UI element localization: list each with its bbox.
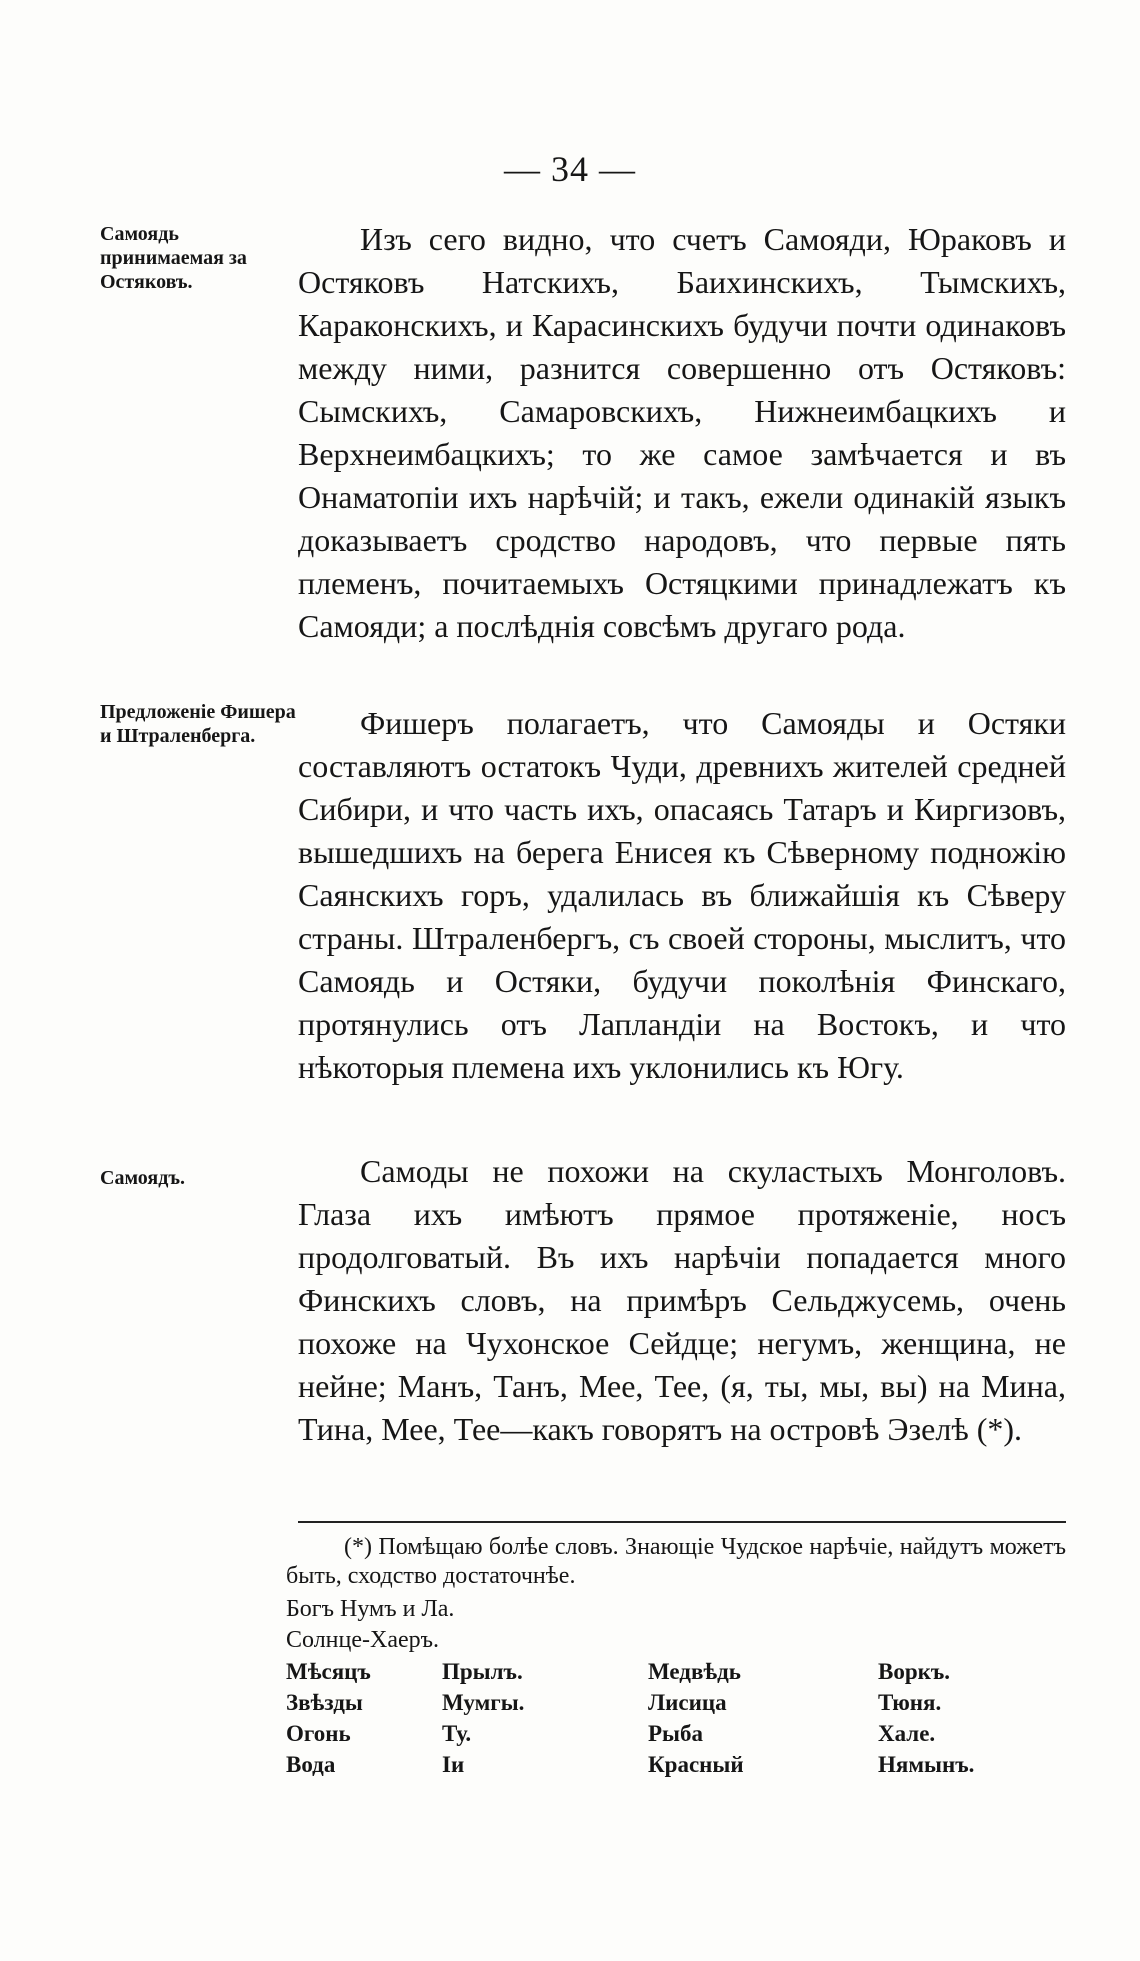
word-translation: Воркъ. [878,1659,951,1684]
paragraph-fischer: Фишеръ полагаетъ, что Самояды и Остяки составляютъ остатокъ Чуди, древнихъ жителей средней Сибири, и что часть ихъ, опасаясь Татаръ и Киргизовъ, вышедшихъ на берега Енисея къ Сѣверному подножію Саянскихъ горъ, удалилась въ ближайшія къ Сѣверу страны. Штраленбергъ, съ своей стороны, мыслитъ, что Самоядь и Остяки, будучи поколѣнія Финскаго, протянулись отъ Лапландіи на Востокъ, и что нѣкоторыя племена ихъ уклонились къ Югу. [298,705,1066,1085]
paragraph-samoyed-features: Самоды не похожи на скуластыхъ Монголовъ. Глаза ихъ имѣютъ прямое протяженіе, носъ продолговатый. Въ ихъ нарѣчіи попадается много Финскихъ словъ, на примѣръ Сельджусемь, очень похоже на Чухонское Сейдце; негумъ, женщина, не нейне; Манъ, Танъ, Мее, Тее, (я, ты, мы, вы) на Мина, Тина, Мее, Тее—какъ говорятъ на островѣ Эзелѣ (*). [298,1153,1066,1447]
word-term: Вода [286,1752,336,1777]
paragraph-counting: Изъ сего видно, что счетъ Самояди, Юраковъ и Остяковъ Натскихъ, Баихинскихъ, Тымскихъ, Караконскихъ, и Карасинскихъ будучи почти одинаковъ между ними, разнится совершенно отъ Остяковъ: Сымскихъ, Самаровскихъ, Нижнеимбацкихъ и Верхнеимбацкихъ; то же самое замѣчается и въ Онаматопіи ихъ нарѣчій; и такъ, ежели одинакій языкъ доказываетъ сродство народовъ, что первые пять племенъ, почитаемыхъ Остяцкими принадлежатъ къ Самояди; а послѣднія совсѣмъ другаго рода. [298,221,1066,644]
word-term: Рыба [648,1721,704,1746]
word-term: Звѣзды [286,1690,363,1715]
word-translation: Хале. [878,1721,936,1746]
footnote-divider [298,1521,1066,1523]
page-number: — 34 — [504,149,636,189]
word-term: Огонь [286,1721,351,1746]
word-list [286,1657,1066,1779]
word-term: Лисица [648,1690,727,1715]
sidenote-samoyed-ostyak: Самоядь принимаемая за Остяковъ. [100,223,247,293]
sidenote-fischer-strahlenberg: Предложеніе Фишера и Штраленберга. [100,701,296,747]
word-translation: Ту. [442,1721,472,1746]
word-term: Красный [648,1752,744,1777]
word-translation: Iи [442,1752,465,1777]
word-term: Медвѣдь [648,1659,741,1684]
word-translation: Мумгы. [442,1690,525,1715]
footnote-intro: (*) Помѣщаю болѣе словъ. Знающіе Чудское нарѣчіе, найдутъ можетъ быть, сходство достаточнѣе. [286,1534,1066,1589]
word-term: Мѣсяцъ [286,1659,371,1684]
word-translation: Прылъ. [442,1659,523,1684]
word-translation: Тюня. [878,1690,942,1715]
footnote-god-line: Богъ Нумъ и Ла. [286,1596,455,1622]
sidenote-samoyed: Самоядъ. [100,1167,186,1189]
word-translation: Нямынъ. [878,1752,975,1777]
footnote-sun-line: Солнце-Хаеръ. [286,1627,440,1653]
